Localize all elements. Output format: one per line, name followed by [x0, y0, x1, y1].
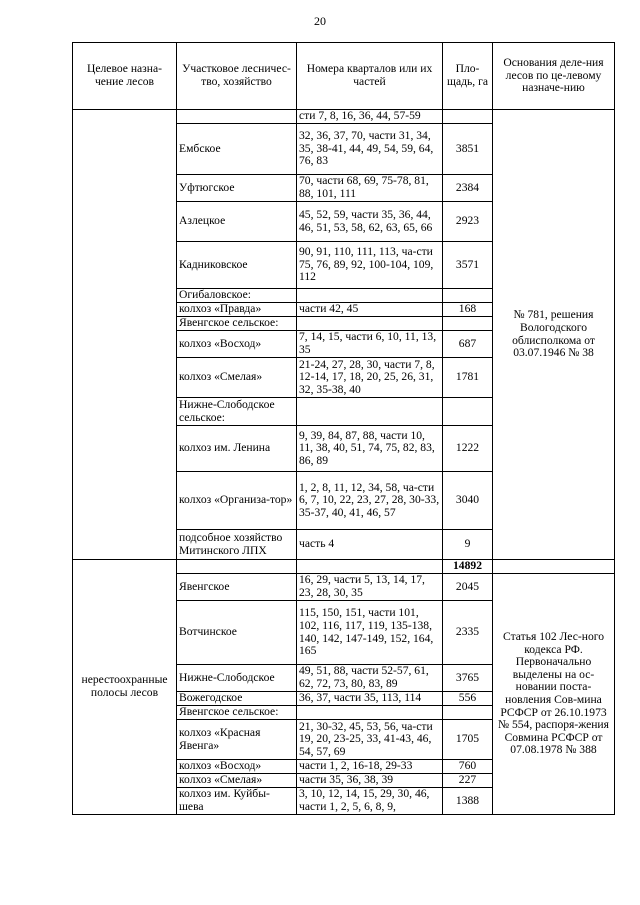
area-cell: 1222: [443, 426, 493, 472]
area-cell: 168: [443, 303, 493, 317]
basis-cell: Статья 102 Лес-ного кодекса РФ. Первоначально выделены на ос-новании поста-новления Сов-мина РСФСР от 26.10.1973 № 554, распоря-жения Совмина РСФСР от 07.08.1978 № 388: [493, 574, 615, 815]
area-cell: 1388: [443, 788, 493, 815]
quarters-cell: [297, 317, 443, 331]
quarters-cell: 1, 2, 8, 11, 12, 34, 58, ча-сти 6, 7, 10, 22, 23, 27, 28, 30-33, 35-37, 40, 41, 46, 57: [297, 472, 443, 530]
forestry-cell: колхоз «Организа-тор»: [177, 472, 297, 530]
basis-cell: № 781, решения Вологодского облисполкома от 03.07.1946 № 38: [493, 110, 615, 560]
forestry-cell: колхоз «Восход»: [177, 331, 297, 358]
forestry-cell: Ембское: [177, 124, 297, 175]
quarters-cell: части 1, 2, 16-18, 29-33: [297, 760, 443, 774]
forestry-cell: колхоз им. Куйбы-шева: [177, 788, 297, 815]
table-row: [73, 560, 615, 574]
quarters-cell: часть 4: [297, 530, 443, 560]
quarters-cell: 32, 36, 37, 70, части 31, 34, 35, 38-41, 44, 49, 54, 59, 64, 76, 83: [297, 124, 443, 175]
quarters-cell: [297, 398, 443, 426]
forestry-cell: Уфтюгское: [177, 175, 297, 202]
forestry-cell: [177, 110, 297, 124]
area-total-cell: 14892: [443, 560, 493, 574]
quarters-cell: [297, 289, 443, 303]
header-forestry: Участковое лесничес-тво, хозяйство: [177, 43, 297, 110]
forestry-cell: Нижне-Слободское: [177, 665, 297, 692]
forestry-cell: Явенгское: [177, 574, 297, 601]
quarters-cell: 21, 30-32, 45, 53, 56, ча-сти 19, 20, 23-25, 33, 41-43, 46, 54, 57, 69: [297, 720, 443, 760]
area-cell: [443, 706, 493, 720]
forestry-cell: Нижне-Слободское сельское:: [177, 398, 297, 426]
purpose-cell: нерестоохранные полосы лесов: [73, 560, 177, 815]
quarters-cell: сти 7, 8, 16, 36, 44, 57-59: [297, 110, 443, 124]
area-cell: 1781: [443, 358, 493, 398]
forestry-cell: [177, 560, 297, 574]
area-cell: 687: [443, 331, 493, 358]
forestry-cell: колхоз «Красная Явенга»: [177, 720, 297, 760]
forest-purpose-table: [72, 42, 615, 815]
forestry-cell: Огибаловское:: [177, 289, 297, 303]
quarters-cell: [297, 560, 443, 574]
forestry-cell: колхоз «Правда»: [177, 303, 297, 317]
area-cell: [443, 110, 493, 124]
quarters-cell: 115, 150, 151, части 101, 102, 116, 117, 119, 135-138, 140, 142, 147-149, 152, 164, 165: [297, 601, 443, 665]
header-purpose: Целевое назна-чение лесов: [73, 43, 177, 110]
forestry-cell: колхоз им. Ленина: [177, 426, 297, 472]
area-cell: 3040: [443, 472, 493, 530]
quarters-cell: 3, 10, 12, 14, 15, 29, 30, 46, части 1, 2, 5, 6, 8, 9,: [297, 788, 443, 815]
header-basis: Основания деле-ния лесов по це-левому назначе-нию: [493, 43, 615, 110]
quarters-cell: 70, части 68, 69, 75-78, 81, 88, 101, 111: [297, 175, 443, 202]
forestry-cell: колхоз «Смелая»: [177, 358, 297, 398]
forestry-cell: колхоз «Смелая»: [177, 774, 297, 788]
page-number: 20: [314, 14, 326, 28]
quarters-cell: 45, 52, 59, части 35, 36, 44, 46, 51, 53, 58, 62, 63, 65, 66: [297, 202, 443, 242]
quarters-cell: [297, 706, 443, 720]
quarters-cell: 36, 37, части 35, 113, 114: [297, 692, 443, 706]
quarters-cell: 21-24, 27, 28, 30, части 7, 8, 12-14, 17, 18, 20, 25, 26, 31, 32, 35-38, 40: [297, 358, 443, 398]
table-row: [73, 110, 615, 124]
forestry-cell: Явенгское сельское:: [177, 706, 297, 720]
area-cell: 227: [443, 774, 493, 788]
area-cell: 2045: [443, 574, 493, 601]
quarters-cell: части 35, 36, 38, 39: [297, 774, 443, 788]
area-cell: 3765: [443, 665, 493, 692]
forestry-cell: Вотчинское: [177, 601, 297, 665]
area-cell: 760: [443, 760, 493, 774]
area-cell: 2384: [443, 175, 493, 202]
quarters-cell: 90, 91, 110, 111, 113, ча-сти 75, 76, 89, 92, 100-104, 109, 112: [297, 242, 443, 289]
area-cell: [443, 398, 493, 426]
area-cell: 1705: [443, 720, 493, 760]
area-cell: 2923: [443, 202, 493, 242]
area-cell: 2335: [443, 601, 493, 665]
forestry-cell: Явенгское сельское:: [177, 317, 297, 331]
area-cell: 3851: [443, 124, 493, 175]
quarters-cell: 7, 14, 15, части 6, 10, 11, 13, 35: [297, 331, 443, 358]
table-header-row: [73, 43, 615, 110]
forestry-cell: Вожегодское: [177, 692, 297, 706]
quarters-cell: 49, 51, 88, части 52-57, 61, 62, 72, 73, 80, 83, 89: [297, 665, 443, 692]
area-cell: 9: [443, 530, 493, 560]
forestry-cell: Азлецкое: [177, 202, 297, 242]
quarters-cell: 9, 39, 84, 87, 88, части 10, 11, 38, 40, 51, 74, 75, 82, 83, 86, 89: [297, 426, 443, 472]
basis-cell-empty: [493, 560, 615, 574]
header-area: Пло-щадь, га: [443, 43, 493, 110]
purpose-cell-continued: [73, 110, 177, 560]
area-cell: 556: [443, 692, 493, 706]
forestry-cell: Кадниковское: [177, 242, 297, 289]
area-cell: [443, 289, 493, 303]
header-quarters: Номера кварталов или их частей: [297, 43, 443, 110]
forestry-cell: колхоз «Восход»: [177, 760, 297, 774]
quarters-cell: 16, 29, части 5, 13, 14, 17, 23, 28, 30, 35: [297, 574, 443, 601]
area-cell: [443, 317, 493, 331]
quarters-cell: части 42, 45: [297, 303, 443, 317]
forestry-cell: подсобное хозяйство Митинского ЛПХ: [177, 530, 297, 560]
area-cell: 3571: [443, 242, 493, 289]
